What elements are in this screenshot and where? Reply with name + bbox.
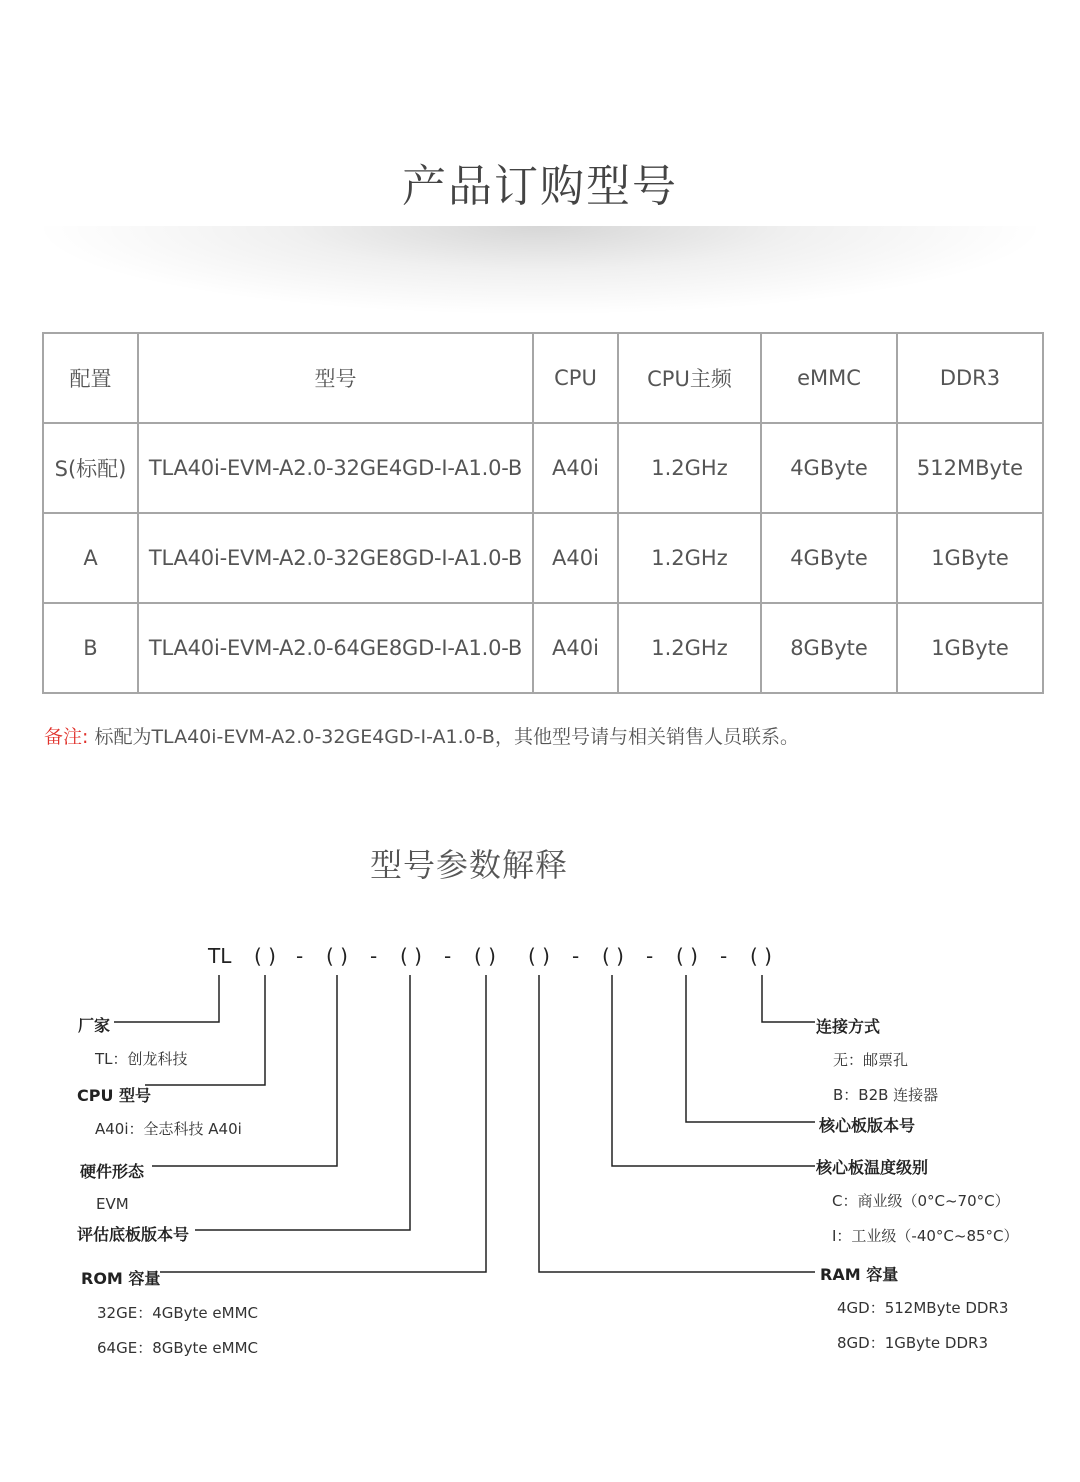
cell-model: TLA40i-EVM-A2.0-32GE8GD-I-A1.0-B <box>138 513 533 603</box>
formula-slot-connection: ( ) <box>750 944 772 968</box>
cell-emmc: 8GByte <box>761 603 897 693</box>
formula-slot-rom: ( ) <box>474 944 496 968</box>
desc-temperature-commercial: C：商业级（0°C~70°C） <box>832 1192 1010 1210</box>
note-label: 备注: <box>44 726 89 748</box>
desc-connection-b2b: B：B2B 连接器 <box>833 1086 939 1104</box>
cell-cpu-freq: 1.2GHz <box>618 513 761 603</box>
cell-model: TLA40i-EVM-A2.0-64GE8GD-I-A1.0-B <box>138 603 533 693</box>
desc-ram-4gd: 4GD：512MByte DDR3 <box>837 1299 1009 1317</box>
label-ram-capacity: RAM 容量 <box>820 1265 899 1284</box>
cell-config: A <box>43 513 138 603</box>
cell-model: TLA40i-EVM-A2.0-32GE4GD-I-A1.0-B <box>138 423 533 513</box>
header-ddr3: DDR3 <box>897 333 1043 423</box>
cell-ddr3: 1GByte <box>897 513 1043 603</box>
cell-cpu: A40i <box>533 603 618 693</box>
connector-eval-board <box>195 975 410 1230</box>
label-connection-type: 连接方式 <box>816 1017 881 1036</box>
connector-vendor <box>114 975 219 1022</box>
page-title: 产品订购型号 <box>402 161 678 212</box>
formula-dash: - <box>444 944 452 968</box>
cell-cpu: A40i <box>533 513 618 603</box>
desc-rom-64ge: 64GE：8GByte eMMC <box>97 1339 258 1357</box>
note-text: 标配为TLA40i-EVM-A2.0-32GE4GD-I-A1.0-B，其他型号请与相关销售人员联系。 <box>94 726 799 748</box>
connector-connection <box>762 975 815 1022</box>
label-core-version: 核心板版本号 <box>819 1116 916 1135</box>
label-temperature-grade: 核心板温度级别 <box>816 1158 929 1177</box>
formula-prefix: TL <box>208 944 232 968</box>
formula-slot-form: ( ) <box>326 944 348 968</box>
formula-slot-eval-board: ( ) <box>400 944 422 968</box>
desc-connection-none: 无：邮票孔 <box>833 1051 909 1069</box>
cell-emmc: 4GByte <box>761 513 897 603</box>
formula-dash: - <box>370 944 378 968</box>
label-vendor: 厂家 <box>78 1016 111 1035</box>
header-config: 配置 <box>43 333 138 423</box>
header-cpu: CPU <box>533 333 618 423</box>
desc-cpu-model: A40i：全志科技 A40i <box>95 1120 242 1138</box>
formula-dash: - <box>572 944 580 968</box>
cell-cpu-freq: 1.2GHz <box>618 423 761 513</box>
header-emmc: eMMC <box>761 333 897 423</box>
cell-cpu-freq: 1.2GHz <box>618 603 761 693</box>
formula-slot-core-version: ( ) <box>676 944 698 968</box>
section-title: 型号参数解释 <box>370 846 569 884</box>
cell-emmc: 4GByte <box>761 423 897 513</box>
label-cpu-model: CPU 型号 <box>77 1086 152 1105</box>
formula-dash: - <box>296 944 304 968</box>
label-hardware-form: 硬件形态 <box>80 1162 145 1181</box>
connector-core-version <box>686 975 815 1122</box>
desc-rom-32ge: 32GE：4GByte eMMC <box>97 1304 258 1322</box>
header-cpu-freq: CPU主频 <box>618 333 761 423</box>
formula-slot-vendor-cpu: ( ) <box>254 944 276 968</box>
cell-ddr3: 1GByte <box>897 603 1043 693</box>
formula-slot-ram: ( ) <box>528 944 550 968</box>
formula-slot-temperature: ( ) <box>602 944 624 968</box>
connector-temperature <box>612 975 815 1166</box>
desc-ram-8gd: 8GD：1GByte DDR3 <box>837 1334 988 1352</box>
cell-config: B <box>43 603 138 693</box>
formula-dash: - <box>720 944 728 968</box>
header-model: 型号 <box>138 333 533 423</box>
cell-cpu: A40i <box>533 423 618 513</box>
label-rom-capacity: ROM 容量 <box>81 1269 161 1288</box>
cell-config: S(标配) <box>43 423 138 513</box>
formula-dash: - <box>646 944 654 968</box>
desc-hardware-form: EVM <box>96 1195 129 1213</box>
connector-ram <box>539 975 815 1272</box>
desc-temperature-industrial: I：工业级（-40°C~85°C） <box>832 1227 1019 1245</box>
desc-vendor: TL：创龙科技 <box>95 1050 188 1068</box>
label-eval-board-version: 评估底板版本号 <box>77 1225 190 1244</box>
cell-ddr3: 512MByte <box>897 423 1043 513</box>
